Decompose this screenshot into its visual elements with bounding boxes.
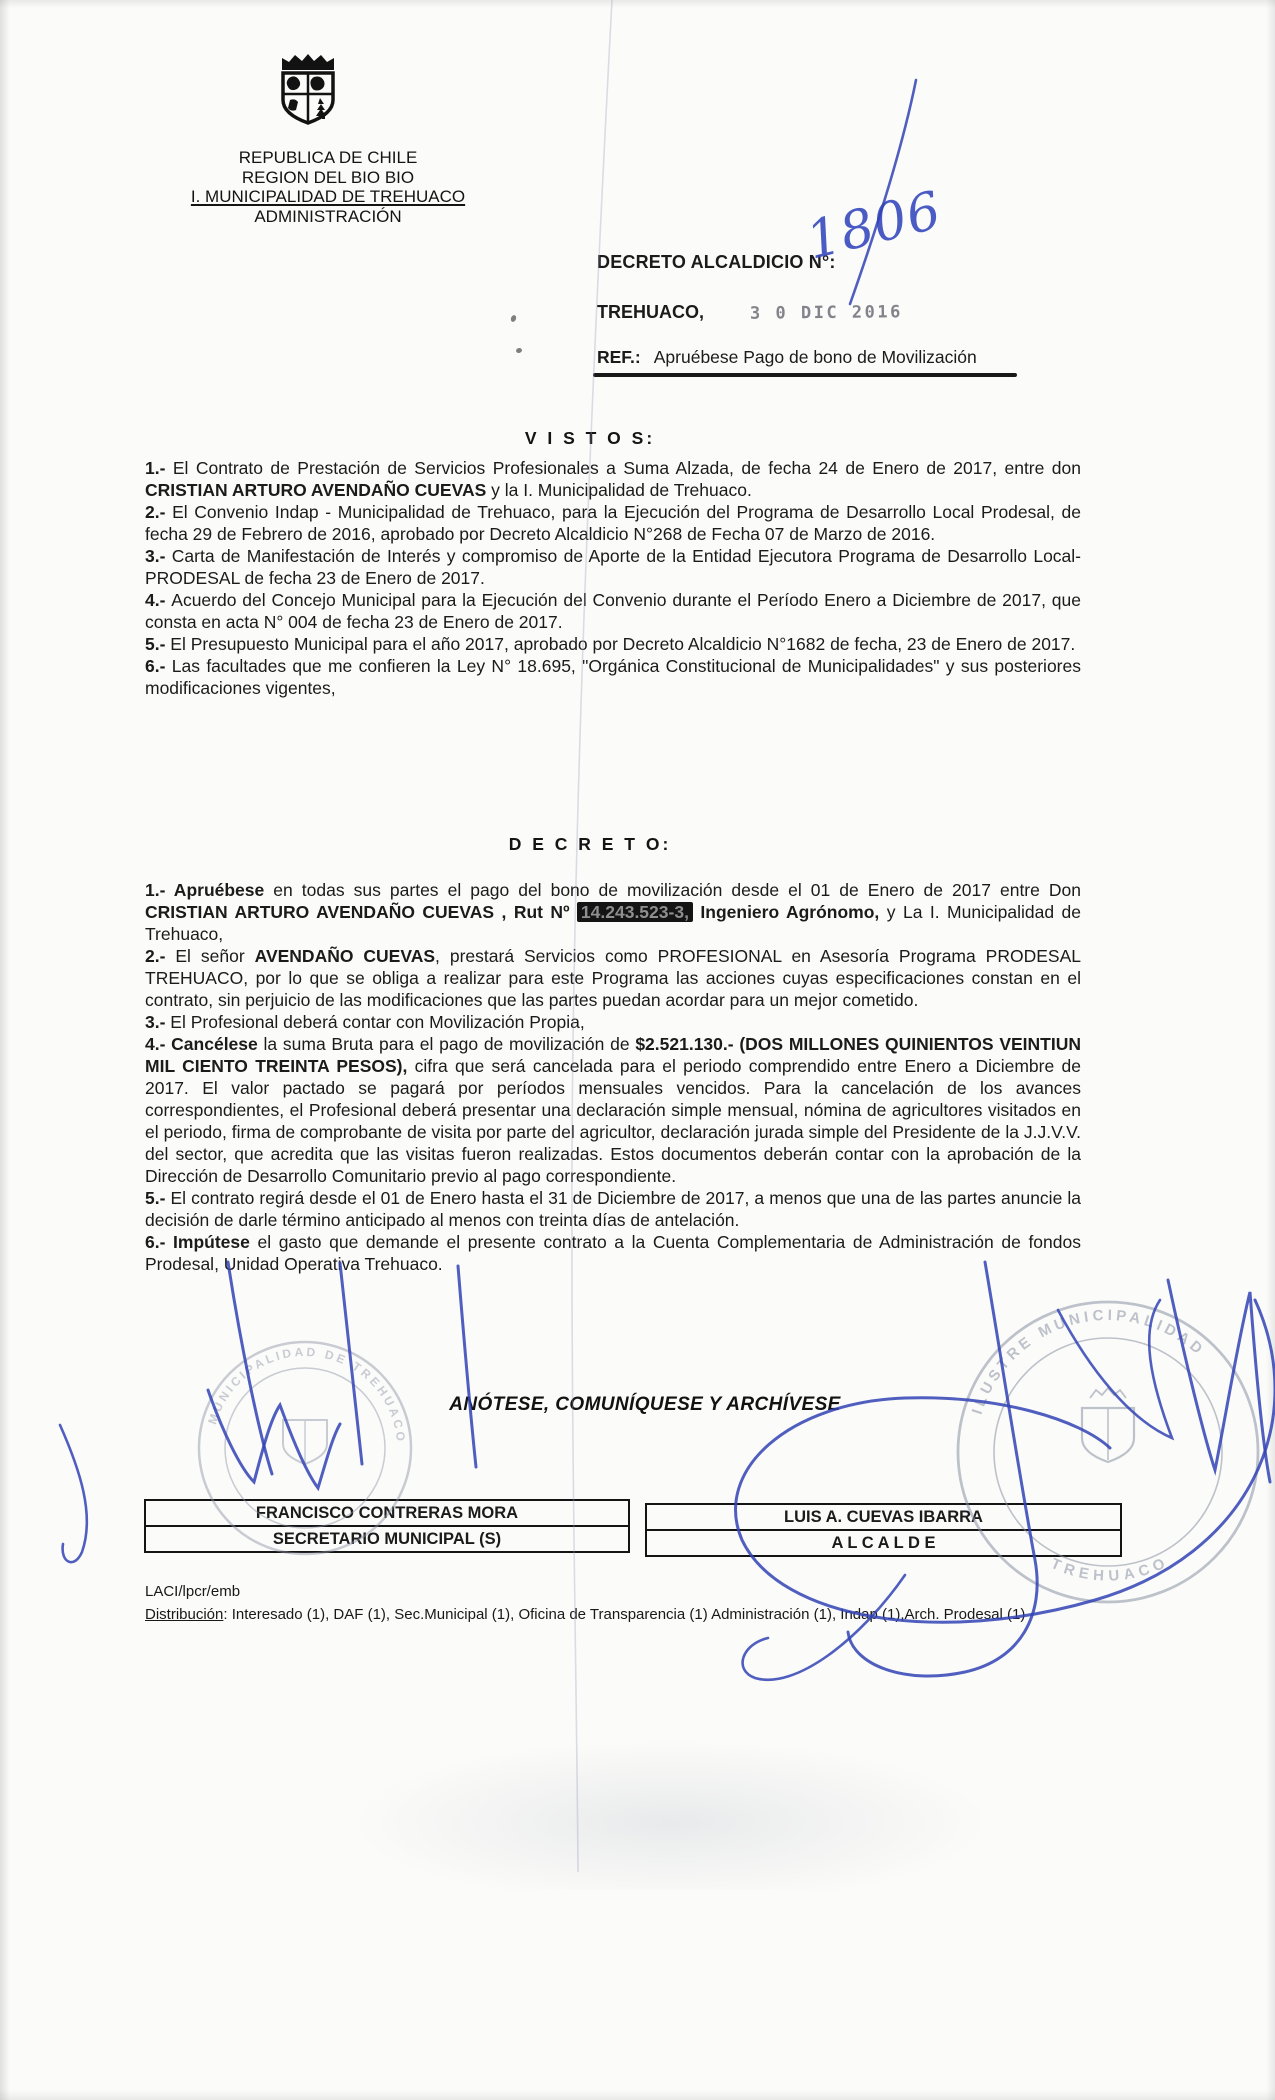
text-segment: Carta de Manifestación de Interés y compromiso de Aporte de la Entidad Ejecutora Programa de Desarrollo Local-PRODESAL de fecha 23 de Enero de 2017. bbox=[145, 546, 1081, 588]
paragraph bbox=[145, 1231, 1081, 1275]
text-segment: El contrato regirá desde el 01 de Enero hasta el 31 de Diciembre de 2017, a menos que una de las partes anuncie la decisión de darle término anticipado al menos con treinta días de antelación. bbox=[145, 1188, 1081, 1230]
text-segment: y La I. Municipalidad de Trehuaco, bbox=[145, 902, 1081, 944]
paragraph bbox=[145, 545, 1081, 589]
decreto-heading: D E C R E T O: bbox=[508, 834, 672, 854]
paragraph bbox=[145, 501, 1081, 545]
paragraph bbox=[145, 879, 1081, 945]
distribution-line bbox=[145, 1606, 1025, 1623]
text-segment: 4.- bbox=[145, 590, 172, 610]
paragraph bbox=[145, 633, 1081, 655]
date-stamp: 3 0 DIC 2016 bbox=[749, 302, 903, 324]
scan-edge-top bbox=[0, 0, 1275, 8]
scan-edge-left bbox=[0, 0, 10, 2100]
distribution-text: : Interesado (1), DAF (1), Sec.Municipal (1), Oficina de Transparencia (1) Administración (1), Indap (1),Arch. Prodesal (1) bbox=[223, 1606, 1026, 1623]
text-segment: 6.- Impútese bbox=[145, 1232, 250, 1252]
scan-edge-right bbox=[1266, 0, 1275, 2100]
signatory-title: SECRETARIO MUNICIPAL (S) bbox=[144, 1525, 630, 1553]
signatory-name: FRANCISCO CONTRERAS MORA bbox=[144, 1499, 630, 1527]
text-segment: la suma Bruta para el pago de movilización de bbox=[257, 1034, 636, 1054]
letterhead-department: ADMINISTRACIÓN bbox=[254, 206, 402, 226]
scan-blotch bbox=[350, 1740, 990, 1890]
decree-city-row bbox=[597, 302, 903, 323]
ref-underline-rule bbox=[593, 373, 1017, 377]
ref-label: REF.: bbox=[597, 347, 641, 367]
ref-text: Apruébese Pago de bono de Movilización bbox=[653, 347, 977, 367]
text-segment: , prestará Servicios como PROFESIONAL en Asesoría Programa PRODESAL TREHUACO, por lo que se obliga a realizar para este Programa las acciones cuyas especificaciones constan en el contrato, sin perjuicio de las modificaciones que las partes puedan acordar para un mejor cometido. bbox=[145, 946, 1081, 1010]
text-segment: el gasto que demande el presente contrato a la Cuenta Complementaria de Administración de fondos Prodesal, Unidad Operativa Trehuaco. bbox=[145, 1232, 1081, 1274]
vistos-heading: V I S T O S: bbox=[524, 428, 656, 448]
signatory-title: A L C A L D E bbox=[645, 1529, 1122, 1557]
text-segment: El Presupuesto Municipal para el año 2017, aprobado por Decreto Alcaldicio N°1682 de fecha, 23 de Enero de 2017. bbox=[170, 634, 1076, 654]
municipal-seal-stamp-right bbox=[958, 1302, 1258, 1602]
distribution-label: Distribución bbox=[145, 1606, 224, 1623]
text-segment: AVENDAÑO CUEVAS bbox=[254, 946, 436, 966]
text-segment: CRISTIAN ARTURO AVENDAÑO CUEVAS , Rut Nº bbox=[145, 902, 577, 922]
text-segment: CRISTIAN ARTURO AVENDAÑO CUEVAS bbox=[145, 480, 487, 500]
letterhead-municipality: I. MUNICIPALIDAD DE TREHUACO bbox=[190, 187, 466, 206]
paragraph bbox=[145, 1033, 1081, 1187]
vistos-paragraphs bbox=[145, 457, 1081, 699]
paragraph bbox=[145, 589, 1081, 633]
text-segment: y la I. Municipalidad de Trehuaco. bbox=[486, 480, 752, 500]
text-segment: El Contrato de Prestación de Servicios Profesionales a Suma Alzada, de fecha 24 de Enero de 2017, entre don bbox=[172, 458, 1081, 478]
letterhead-country: REPUBLICA DE CHILE bbox=[238, 148, 418, 167]
signature-block-secretary bbox=[144, 1499, 630, 1553]
text-segment: 5.- bbox=[145, 1188, 171, 1208]
paragraph bbox=[145, 1011, 1081, 1033]
scan-speck bbox=[515, 347, 522, 353]
text-segment: 3.- bbox=[145, 546, 172, 566]
text-segment: cifra que será cancelada para el periodo comprendido entre Enero a Diciembre de 2017. El valor pactado se pagará por períodos mensuales vencidos. Para la cancelación de los avances correspondientes, el Profesional deberá presentar una declaración simple mensual, nómina de agricultores visitados en el periodo, firma de comprobante de visita por parte del agricultor, declaración jurada simple del Presidente de la J.J.V.V. del sector, que acredita que las visitas fueron realizadas. Estos documentos deberán contar con la aprobación de la Dirección de Desarrollo Comunitario previo al pago correspondiente. bbox=[145, 1056, 1081, 1186]
text-segment: Acuerdo del Concejo Municipal para la Ejecución del Convenio durante el Período Enero a Diciembre de 2017, que consta en acta N° 004 de fecha 23 de Enero de 2017. bbox=[145, 590, 1081, 632]
text-segment: El Convenio Indap - Municipalidad de Trehuaco, para la Ejecución del Programa de Desarrollo Local Prodesal, de fecha 29 de Febrero de 2016, aprobado por Decreto Alcaldicio N°268 de Fecha 07 de Marzo de 2016. bbox=[145, 502, 1081, 544]
scan-edge-bottom bbox=[0, 2090, 1275, 2100]
text-segment: 1.- bbox=[145, 458, 173, 478]
text-segment: El señor bbox=[175, 946, 255, 966]
text-segment: 4.- Cancélese bbox=[145, 1034, 258, 1054]
text-segment: El Profesional deberá contar con Movilización Propia, bbox=[170, 1012, 585, 1032]
text-segment: Las facultades que me confieren la Ley N° 18.695, "Orgánica Constitucional de Municipalidades" y sus posteriores modificaciones vigentes, bbox=[145, 656, 1081, 698]
text-segment: 2.- bbox=[145, 946, 176, 966]
signatory-name: LUIS A. CUEVAS IBARRA bbox=[645, 1503, 1122, 1531]
decree-number-label: DECRETO ALCALDICIO N°: bbox=[597, 252, 836, 272]
text-segment: en todas sus partes el pago del bono de movilización desde el 01 de Enero de 2017 entre Don bbox=[264, 880, 1081, 900]
redacted-rut: 14.243.523-3, bbox=[577, 902, 693, 922]
seal-arc-text: MUNICIPALIDAD DE TREHUACO bbox=[205, 1344, 409, 1445]
drafting-initials: LACI/lpcr/emb bbox=[145, 1583, 241, 1600]
seal-arc-text-top: ILUSTRE MUNICIPALIDAD bbox=[968, 1306, 1209, 1417]
text-segment: 3.- bbox=[145, 1012, 171, 1032]
decree-city-label: TREHUACO, bbox=[597, 302, 704, 322]
handwritten-decree-number: 1806 bbox=[800, 180, 948, 272]
text-segment: 2.- bbox=[145, 502, 173, 522]
scan-speck bbox=[510, 314, 517, 322]
decree-ref-row bbox=[597, 347, 977, 368]
municipal-crest-icon bbox=[272, 52, 344, 134]
paragraph bbox=[145, 1187, 1081, 1231]
text-segment: 5.- bbox=[145, 634, 171, 654]
svg-text:TREHUACO bbox=[1048, 1553, 1172, 1585]
text-segment: Ingeniero Agrónomo, bbox=[700, 902, 880, 922]
paragraph bbox=[145, 945, 1081, 1011]
letterhead bbox=[150, 148, 506, 226]
paragraph bbox=[145, 457, 1081, 501]
text-segment: 6.- bbox=[145, 656, 172, 676]
text-segment: 1.- Apruébese bbox=[145, 880, 265, 900]
footer bbox=[145, 1581, 1090, 1625]
text-segment: $2.521.130.- (DOS MILLONES QUINIENTOS VEINTIUN MIL CIENTO TREINTA PESOS), bbox=[145, 1034, 1081, 1076]
decreto-paragraphs bbox=[145, 879, 1081, 1275]
seal-arc-text-bottom: TREHUACO bbox=[1048, 1552, 1173, 1585]
paragraph bbox=[145, 655, 1081, 699]
letterhead-region: REGION DEL BIO BIO bbox=[241, 167, 415, 187]
signature-block-mayor bbox=[645, 1503, 1122, 1557]
closing-formula: ANÓTESE, COMUNÍQUESE Y ARCHÍVESE bbox=[449, 1394, 841, 1415]
